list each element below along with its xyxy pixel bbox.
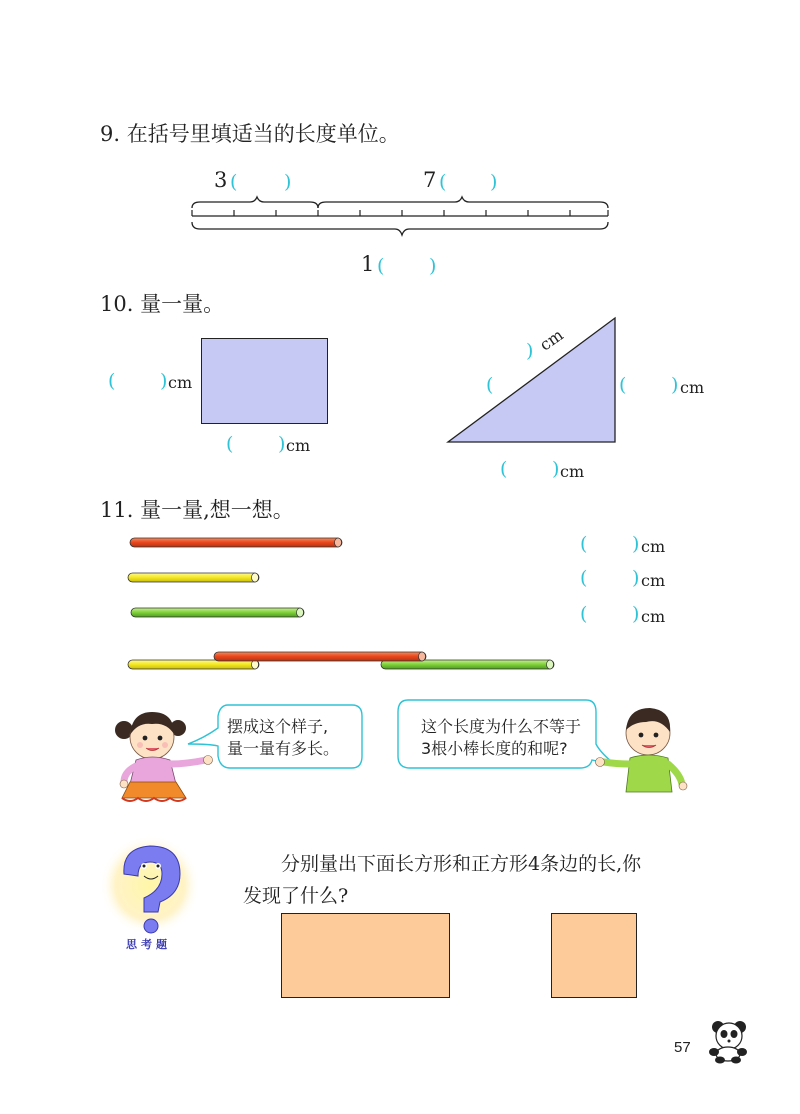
girl-bubble-line1: 摆成这个样子, [227,717,329,736]
q9-paren-close-left: ) [284,171,292,193]
q9-label-bottom: 1 [361,252,375,276]
q10-tri-bottom-paren-close: ) [552,458,560,480]
boy-bubble-line2: 3根小棒长度的和呢? [421,739,568,758]
girl-bubble-line2: 量一量有多长。 [227,739,340,758]
page-number: 57 [674,1039,691,1056]
q11-red-paren-open: ( [580,533,588,555]
q11-title: 11. 量一量,想一想。 [100,498,294,522]
q11-yellow-paren-close: ) [632,567,640,589]
q9-paren-open-left: ( [230,171,238,193]
q10-rect-bottom-paren-open: ( [226,433,234,455]
q9-paren-close-bottom: ) [429,255,437,277]
q9-title: 9. 在括号里填适当的长度单位。 [100,122,400,146]
q11-red-paren-close: ) [632,533,640,555]
q10-rect-left-unit: cm [168,373,193,392]
q9-paren-close-mid: ) [490,171,498,193]
q9-paren-open-mid: ( [439,171,447,193]
think-badge: 思考题 [126,938,171,951]
q9-label-mid: 7 [423,168,437,192]
q10-rect-bottom-paren-close: ) [278,433,286,455]
q10-tri-hyp-paren-open: ( [486,374,494,396]
q10-tri-right-paren-open: ( [619,374,627,396]
q11-green-paren-close: ) [632,603,640,625]
think-line1: 分别量出下面长方形和正方形4条边的长,你 [281,853,642,875]
q10-tri-bottom-paren-open: ( [500,458,508,480]
q9-label-left: 3 [214,168,228,192]
q10-tri-bottom-unit: cm [560,462,585,481]
q10-tri-right-paren-close: ) [671,374,679,396]
think-line2: 发现了什么? [243,885,349,907]
q9-paren-open-bottom: ( [377,255,385,277]
q10-rect-left-paren-open: ( [108,370,116,392]
q10-tri-hyp-paren-close: ) [526,340,534,362]
q11-red-unit: cm [641,537,666,556]
q11-green-paren-open: ( [580,603,588,625]
boy-bubble-line1: 这个长度为什么不等于 [421,717,582,736]
q10-title: 10. 量一量。 [100,292,225,316]
q10-rect-left-paren-close: ) [160,370,168,392]
q11-yellow-unit: cm [641,571,666,590]
q10-rect-bottom-unit: cm [286,436,311,455]
q11-yellow-paren-open: ( [580,567,588,589]
q11-green-unit: cm [641,607,666,626]
q10-tri-hyp-unit: cm [536,325,567,355]
q10-tri-right-unit: cm [680,378,705,397]
